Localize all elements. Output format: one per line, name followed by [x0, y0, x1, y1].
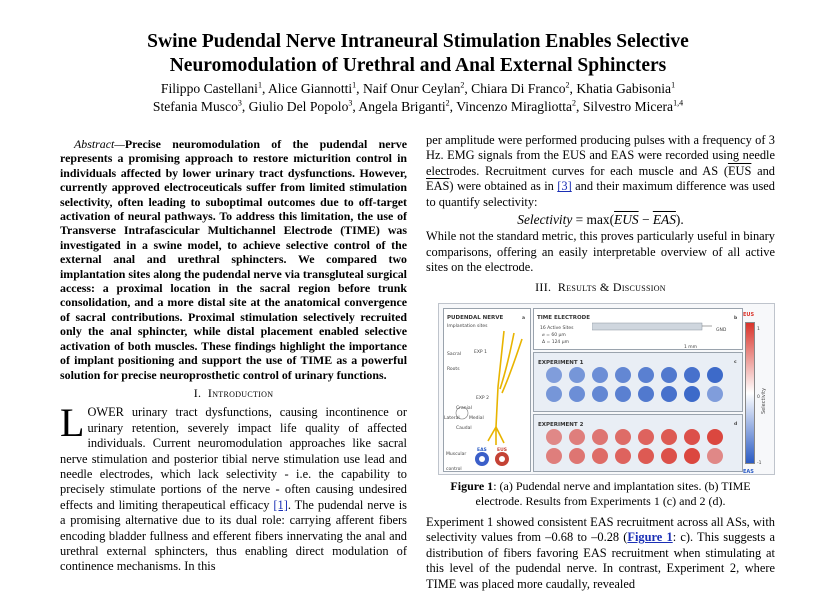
section-heading-introduction [60, 386, 407, 401]
active-site-dot [615, 367, 631, 383]
paper-title [0, 30, 836, 78]
section-heading-results [426, 280, 775, 295]
author-affiliation: 2 [460, 80, 465, 90]
author-list [0, 80, 836, 116]
results-heading-num: III. [535, 279, 552, 294]
formula-eq: = max( [572, 212, 615, 228]
methods-text-1: per amplitude were performed producing pulses with a frequency of 3 Hz. EMG signals from the EUS and EAS were recorded using needle electrodes. Recruitment curves for each muscle and AS ( [426, 133, 775, 178]
author-name: Angela Briganti [358, 99, 446, 114]
active-site-dot [615, 429, 631, 445]
active-site-dot [638, 448, 654, 464]
author-name: Giulio Del Popolo [248, 99, 349, 114]
muscular-control-label: Muscular control [446, 452, 467, 473]
results-text-2: : c). This suggests a distribution of fibers favoring EAS recruitment when stimulating at this level of the pudendal nerve. In contrast, Experiment 2, where TIME was placed more caudally, revealed [426, 530, 775, 591]
active-site-dot [661, 429, 677, 445]
author-affiliation: 3 [237, 98, 242, 108]
figure-caption [426, 479, 775, 509]
active-site-dot [615, 386, 631, 402]
active-site-dot [707, 367, 723, 383]
active-site-dot [684, 429, 700, 445]
exp2-label: EXP 2 [476, 396, 489, 402]
panel-d [533, 414, 743, 472]
active-site-dot [569, 386, 585, 402]
eus-symbol: $\overline{EUS}$ [727, 163, 752, 178]
abstract [60, 137, 407, 382]
active-site-dot [592, 386, 608, 402]
author-affiliation: 1 [352, 80, 357, 90]
formula-lhs: Selectivity [517, 212, 573, 228]
author-affiliation: 1 [257, 80, 262, 90]
colorbar-bottom-label: EAS [743, 469, 754, 476]
author-affiliation: 2 [565, 80, 570, 90]
active-site-dot [569, 367, 585, 383]
abstract-dash: — [114, 137, 125, 151]
results-heading: Results & Discussion [557, 279, 666, 294]
panel-c-letter: c [734, 360, 737, 366]
intro-text-2: . The pudendal nerve is a promising alternative due to its dual role: carrying afferent fibers encoding bladder fullness and efferent fibers innervating the anal and urethral external sphincters, thus enabling direct modulation of continence mechanisms. In this [60, 497, 407, 574]
formula-close: ). [675, 212, 684, 228]
title-line-2: Neuromodulation of Urethral and Anal External Sphincters [169, 55, 667, 76]
active-site-dot [707, 386, 723, 402]
panel-b-letter: b [734, 316, 738, 322]
orient-medial: Medial [469, 416, 484, 422]
author-affiliation: 1,4 [673, 98, 684, 108]
active-site-dot [546, 386, 562, 402]
abstract-text: Precise neuromodulation of the pudendal nerve represents a promising approach to restore micturition control in individuals affected by lower urinary tract dysfunctions. However, currently approved electroceuticals suffer from limited stimulation selectivity, often leading to suboptimal outcomes due to off-target activation of neural pathways. To address this limitation, the use of Transverse Intrafascicular Multichannel Electrode (TIME) was investigated in a swine model, to achieve selective control of the external anal and urethral sphincters. We compared two implantation sites along the pudendal nerve via transgluteal surgical access: a proximal location in the sacral region before trunk consolidation, and a more distal site at the anatomical convergence of sacral contributions. Proximal stimulation selectively recruited only the anal sphincter, while distal placement enabled selective activation of both muscles. These findings highlight the importance of implant positioning and support the use of TIME as a powerful solution for precise neuroprosthetic control of urinary functions. [60, 137, 407, 382]
active-site-dot [684, 367, 700, 383]
active-site-dot [684, 448, 700, 464]
panel-a-letter: a [522, 316, 526, 322]
panel-a-subtitle: Implantation sites [447, 324, 488, 330]
drop-cap: L [60, 400, 85, 446]
active-site-dot [615, 448, 631, 464]
scale-bar-label: 1 mm [684, 345, 698, 351]
author-name: Silvestro Micera [582, 99, 674, 114]
caption-label: Figure 1 [450, 479, 494, 494]
intro-heading: Introduction [207, 385, 274, 400]
selectivity-colorbar [745, 322, 755, 464]
active-site-dot [569, 448, 585, 464]
experiment-2-title: EXPERIMENT 2 [538, 422, 584, 429]
active-site-dot [569, 429, 585, 445]
active-site-dot [546, 429, 562, 445]
intro-first-word: OWER [87, 405, 124, 420]
active-site-dot [707, 448, 723, 464]
intro-text: urinary tract dysfunctions, causing incontinence or urinary retention, severely impact life quality of affected individuals. Current neuromodulation approaches like sacral nerve stimulation and posterior tibial nerve stimulation use lead and needle electrodes, which lack selectivity - i.e. the capability to precisely stimulate portions of the nerve - often causing undesired effects and limiting therapeutical efficacy [60, 405, 407, 512]
results-text-1: Experiment 1 showed consistent EAS recruitment across all ASs, with selectivity values from –0.68 to –0.28 ( [426, 515, 775, 545]
active-site-dot [546, 367, 562, 383]
active-site-dot [638, 367, 654, 383]
authors-line-1: Filippo Castellani$^1$, Alice Giannotti$^1$, Naif Onur Ceylan$^2$, Chiara Di Franco$^2$, Khatia Gabisonia$^1$ [160, 80, 676, 96]
author-name: Vincenzo Miragliotta [456, 99, 573, 114]
active-site-dot [546, 448, 562, 464]
colorbar-mid: 0 [757, 395, 760, 401]
and-text: and [751, 163, 775, 178]
methods-paragraph [426, 133, 775, 210]
results-paragraph [426, 515, 775, 592]
author-name: Naif Onur Ceylan [362, 81, 461, 96]
author-name: Chiara Di Franco [471, 81, 566, 96]
active-site-dot [592, 367, 608, 383]
formula-eus: $\overline{EUS}$ [614, 212, 639, 228]
active-site-dot [638, 386, 654, 402]
experiment-1-title: EXPERIMENT 1 [538, 360, 584, 367]
colorbar-max: 1 [757, 327, 760, 333]
panel-b-spec-3: Δ = 124 μm [542, 340, 569, 346]
formula-eas: $\overline{EAS}$ [652, 212, 676, 228]
panel-b-title: TIME ELECTRODE [537, 315, 590, 322]
orient-lateral: Lateral [444, 416, 460, 422]
right-column [426, 133, 775, 592]
eus-label: EUS [497, 448, 507, 454]
electrode-diagram [592, 317, 712, 339]
author-affiliation: 1 [671, 80, 676, 90]
title-line-1: Swine Pudendal Nerve Intraneural Stimulation Enables Selective [147, 31, 689, 52]
author-name: Filippo Castellani [160, 81, 258, 96]
eas-label: EAS [477, 448, 487, 454]
methods-text-2: ) were obtained as in [449, 179, 558, 194]
colorbar-top-label: EUS [743, 312, 755, 319]
formula-minus: − [638, 212, 653, 228]
citation-link-3[interactable]: [3] [557, 179, 572, 194]
panel-b-spec-1: 16 Active Sites [540, 326, 574, 332]
panel-a [443, 308, 531, 472]
eas-symbol: $\overline{EAS}$ [426, 179, 450, 194]
orient-cranial: Cranial [456, 406, 472, 412]
author-name: Stefania Musco [152, 99, 238, 114]
author-affiliation: 2 [445, 98, 450, 108]
intro-heading-num: I. [193, 385, 202, 400]
intro-paragraph [60, 400, 407, 574]
colorbar-axis-label: Selectivity [761, 387, 767, 415]
active-site-dot [684, 386, 700, 402]
panel-d-letter: d [734, 422, 738, 428]
author-name: Khatia Gabisonia [576, 81, 672, 96]
exp1-label: EXP 1 [474, 350, 487, 356]
active-site-dot [661, 386, 677, 402]
citation-link-1[interactable]: [1] [273, 497, 288, 512]
active-site-dot [661, 448, 677, 464]
gnd-label: GND [716, 328, 727, 334]
authors-line-2: Stefania Musco$^3$, Giulio Del Popolo$^3$, Angela Briganti$^2$, Vincenzo Miragliotta$^2$, Silvestro Micera$^{1,4}$ [152, 98, 684, 114]
panel-a-title: PUDENDAL NERVE [447, 315, 504, 322]
caption-text: : (a) Pudendal nerve and implantation sites. (b) TIME electrode. Results from Experiments 1 (c) and 2 (d). [475, 479, 751, 509]
methods-text-3: and their maximum difference was used to quantify selectivity: [426, 179, 775, 209]
orient-caudal: Caudal [456, 426, 472, 432]
panel-b-spec-2: ⌀ = 60 μm [542, 333, 566, 339]
colorbar-min: -1 [757, 461, 762, 467]
sacral-roots-label: Sacral Roots [447, 352, 461, 373]
active-site-dot [592, 448, 608, 464]
panel-c [533, 352, 743, 412]
figure-1 [438, 303, 775, 475]
figure-1-link[interactable]: Figure 1 [627, 530, 673, 545]
left-column [60, 137, 407, 575]
author-name: Alice Giannotti [267, 81, 353, 96]
abstract-lead: Abstract [74, 137, 115, 151]
active-site-dot [661, 367, 677, 383]
author-affiliation: 2 [572, 98, 577, 108]
metric-paragraph: While not the standard metric, this proves particularly useful in binary comparisons, offering an easily interpretable overview of all active sites on the electrode. [426, 229, 775, 275]
author-affiliation: 3 [348, 98, 353, 108]
selectivity-formula [426, 212, 775, 227]
active-site-dot [707, 429, 723, 445]
active-site-dot [638, 429, 654, 445]
active-site-dot [592, 429, 608, 445]
panel-b [533, 308, 743, 350]
